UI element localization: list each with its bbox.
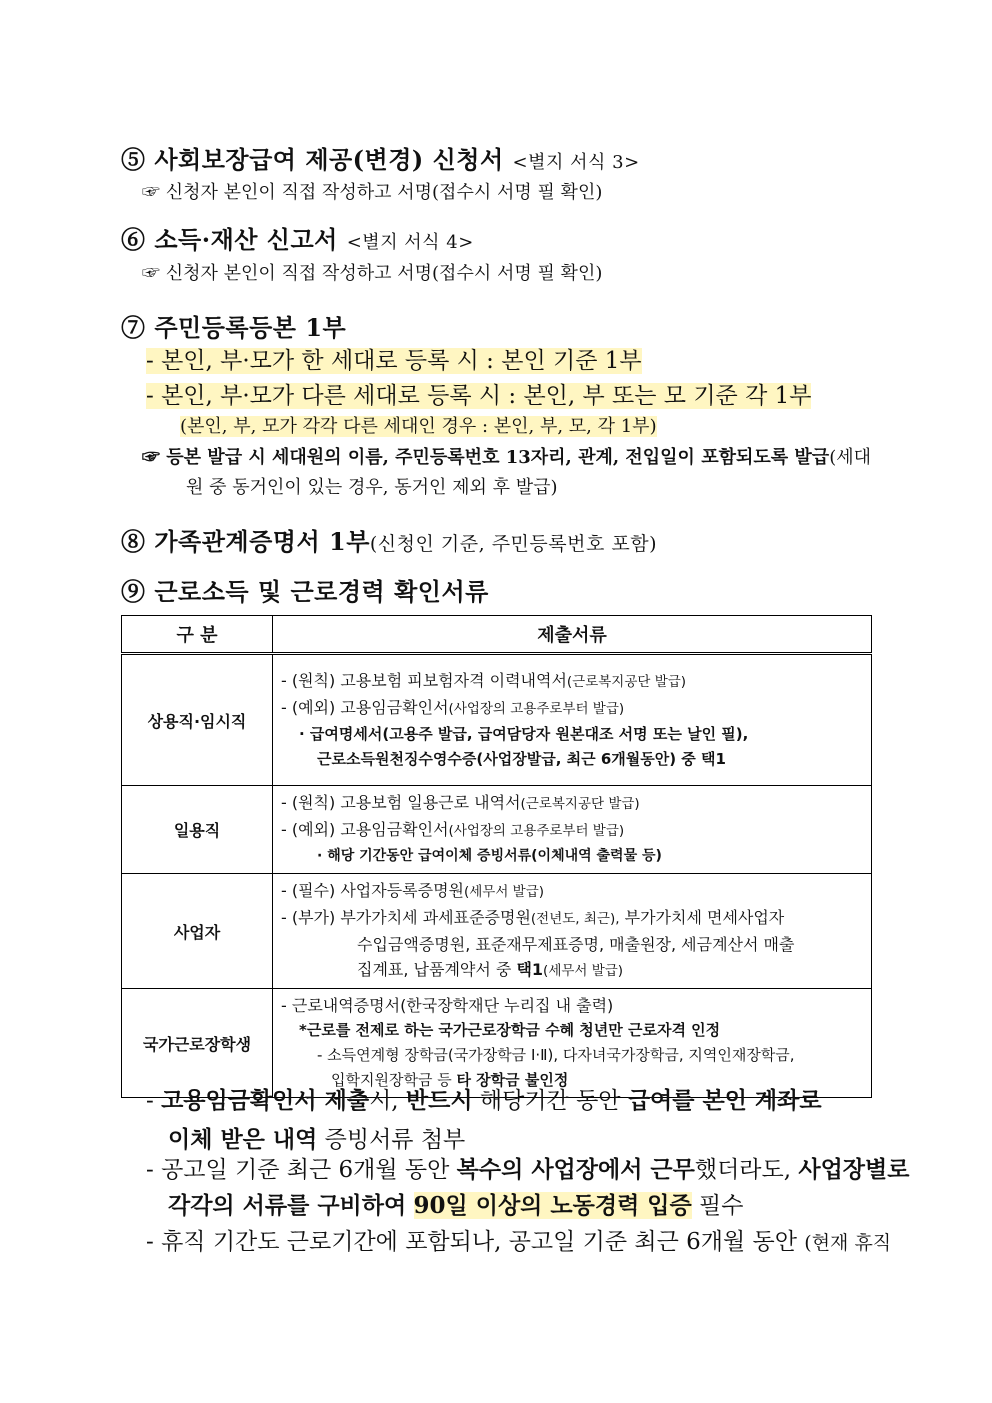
row-line xyxy=(281,957,865,984)
row-note: (세무서 발급) xyxy=(464,884,545,900)
section-5-form-ref: <별지 서식 3> xyxy=(512,152,640,173)
row-category-regular: 상용직·임시직 xyxy=(122,654,273,786)
section-7-line-3 xyxy=(180,412,657,438)
section-7-line-2 xyxy=(146,377,811,410)
documents-table xyxy=(121,615,872,1098)
section-7-note xyxy=(142,443,871,469)
row-line xyxy=(281,993,865,1018)
section-7-note-bold: ☞ 등본 발급 시 세대원의 이름, 주민등록번호 13자리, 관계, 전입일이 포함되도록 발급 xyxy=(142,447,830,468)
section-9-number: ⑨ xyxy=(121,577,146,606)
paragraph-3-line-1 xyxy=(146,1222,891,1263)
para-text: 증빙서류 첨부 xyxy=(317,1127,466,1153)
row-note: (근로복지공단 발급) xyxy=(566,674,687,690)
para-text: - xyxy=(146,1088,162,1114)
row-category-scholarship: 국가근로장학생 xyxy=(122,989,273,1098)
table-row xyxy=(122,874,872,989)
section-5-note: ☞ 신청자 본인이 직접 작성하고 서명(접수시 서명 필 확인) xyxy=(142,182,603,203)
row-note: (전년도, 최근), xyxy=(530,911,620,927)
para-bold: 이체 받은 내역 xyxy=(168,1126,318,1153)
para-bold: 반드시 xyxy=(405,1087,473,1114)
para-bold: 각각의 서류를 구비하여 xyxy=(168,1192,407,1219)
row-line: 근로소득원천징수영수증(사업장발급, 최근 6개월동안) 중 택1 xyxy=(317,750,726,768)
row-body-regular xyxy=(273,654,872,786)
row-bold: 택1 xyxy=(516,960,544,979)
row-note: (사업장의 고용주로부터 발급) xyxy=(448,823,625,839)
row-text: - (부가) 부가가치세 과세표준증명원 xyxy=(281,908,531,927)
section-9-heading xyxy=(121,572,489,607)
para-text: (현재 휴직 xyxy=(804,1232,892,1254)
row-text: - 근로내역증명서 xyxy=(281,996,401,1015)
header-category: 구 분 xyxy=(122,616,273,654)
section-7-note-cont: 원 중 동거인이 있는 경우, 동거인 제외 후 발급) xyxy=(186,477,558,498)
para-text xyxy=(406,1193,413,1219)
section-7-number: ⑦ xyxy=(121,313,146,342)
row-line xyxy=(281,790,865,817)
row-line xyxy=(281,668,865,695)
section-9-title: 근로소득 및 근로경력 확인서류 xyxy=(154,577,489,606)
para-bold: 급여를 본인 계좌로 xyxy=(627,1087,822,1114)
row-line xyxy=(281,878,865,905)
section-6-form-ref: <별지 서식 4> xyxy=(346,232,474,253)
section-8-title: 가족관계증명서 1부 xyxy=(154,527,370,556)
para-highlight: 90일 이상의 노동경력 입증 xyxy=(413,1192,692,1219)
para-text: 했더라도, xyxy=(694,1157,799,1183)
para-bold: 복수의 사업장에서 근무 xyxy=(456,1156,695,1183)
row-text: 부가가치세 면세사업자 xyxy=(619,908,785,927)
section-7-line-1 xyxy=(146,342,642,375)
section-6-note: ☞ 신청자 본인이 직접 작성하고 서명(접수시 서명 필 확인) xyxy=(142,263,603,284)
header-documents: 제출서류 xyxy=(273,616,872,654)
row-body-business xyxy=(273,874,872,989)
row-text: - (예외) 고용임금확인서 xyxy=(281,820,449,839)
row-line xyxy=(281,695,865,722)
section-6-heading xyxy=(121,220,474,255)
row-line xyxy=(281,817,865,844)
row-line: 수입금액증명원, 표준재무제표증명, 매출원장, 세금계산서 매출 xyxy=(357,935,795,954)
row-line: - 소득연계형 장학금(국가장학금 Ⅰ·Ⅱ), 다자녀국가장학금, 지역인재장학금, xyxy=(317,1046,795,1064)
row-text: - (원칙) 고용보험 피보험자격 이력내역서 xyxy=(281,671,567,690)
section-7-line-3-text: (본인, 부, 모가 각각 다른 세대인 경우 : 본인, 부, 모, 각 1부) xyxy=(180,416,657,437)
row-text: - (원칙) 고용보험 일용근로 내역서 xyxy=(281,793,521,812)
row-category-daily: 일용직 xyxy=(122,786,273,874)
paragraph-2-line-2 xyxy=(168,1186,743,1226)
row-text: - (필수) 사업자등록증명원 xyxy=(281,881,464,900)
row-text: 집계표, 납품계약서 중 xyxy=(357,960,517,979)
table-row xyxy=(122,654,872,786)
table-header-row xyxy=(122,616,872,654)
para-bold: 고용임금확인서 제출 xyxy=(161,1087,370,1114)
row-note: (사업장의 고용주로부터 발급) xyxy=(448,701,625,717)
section-6-number: ⑥ xyxy=(121,225,146,254)
para-text: 시, xyxy=(369,1088,406,1114)
para-bold: 사업장별로 xyxy=(798,1156,910,1183)
section-7-line-1-text: - 본인, 부·모가 한 세대로 등록 시 : 본인 기준 1부 xyxy=(146,348,642,374)
table-row xyxy=(122,786,872,874)
para-text: 해당기간 동안 xyxy=(472,1088,628,1114)
row-note: (근로복지공단 발급) xyxy=(520,796,640,812)
section-5-title: 사회보장급여 제공(변경) 신청서 xyxy=(154,145,504,174)
section-8-paren: (신청인 기준, 주민등록번호 포함) xyxy=(369,533,657,555)
section-8-heading xyxy=(121,522,657,557)
row-text: - (예외) 고용임금확인서 xyxy=(281,698,449,717)
para-text: - 공고일 기준 최근 6개월 동안 xyxy=(146,1157,457,1183)
section-7-heading xyxy=(121,308,346,343)
row-bold: 타 장학금 불인정 xyxy=(456,1071,569,1089)
para-text: - 휴직 기간도 근로기간에 포함되나, 공고일 기준 최근 6개월 동안 xyxy=(146,1229,805,1255)
section-7-line-2-text: - 본인, 부·모가 다른 세대로 등록 시 : 본인, 부 또는 모 기준 각 1부 xyxy=(146,383,812,409)
section-7-note-tail: (세대 xyxy=(829,447,872,468)
paragraph-1-line-1 xyxy=(146,1081,822,1121)
section-8-number: ⑧ xyxy=(121,527,146,556)
row-line: · 해당 기간동안 급여이체 증빙서류(이체내역 출력물 등) xyxy=(317,848,662,864)
row-body-daily xyxy=(273,786,872,874)
row-text: 입학지원장학금 등 xyxy=(331,1071,457,1089)
row-note: (세무서 발급) xyxy=(543,963,624,979)
row-category-business: 사업자 xyxy=(122,874,273,989)
section-5-heading xyxy=(121,140,640,175)
row-line xyxy=(281,905,865,932)
section-6-title: 소득·재산 신고서 xyxy=(154,225,338,254)
row-text: (한국장학재단 누리집 내 출력) xyxy=(400,996,614,1015)
para-text: 필수 xyxy=(691,1193,744,1219)
paragraph-2-line-1 xyxy=(146,1150,909,1190)
section-7-title: 주민등록등본 1부 xyxy=(154,313,347,342)
section-5-number: ⑤ xyxy=(121,145,146,174)
row-line: *근로를 전제로 하는 국가근로장학금 수혜 청년만 근로자격 인정 xyxy=(299,1021,721,1039)
row-line: · 급여명세서(고용주 발급, 급여담당자 원본대조 서명 또는 날인 필), xyxy=(299,725,749,743)
